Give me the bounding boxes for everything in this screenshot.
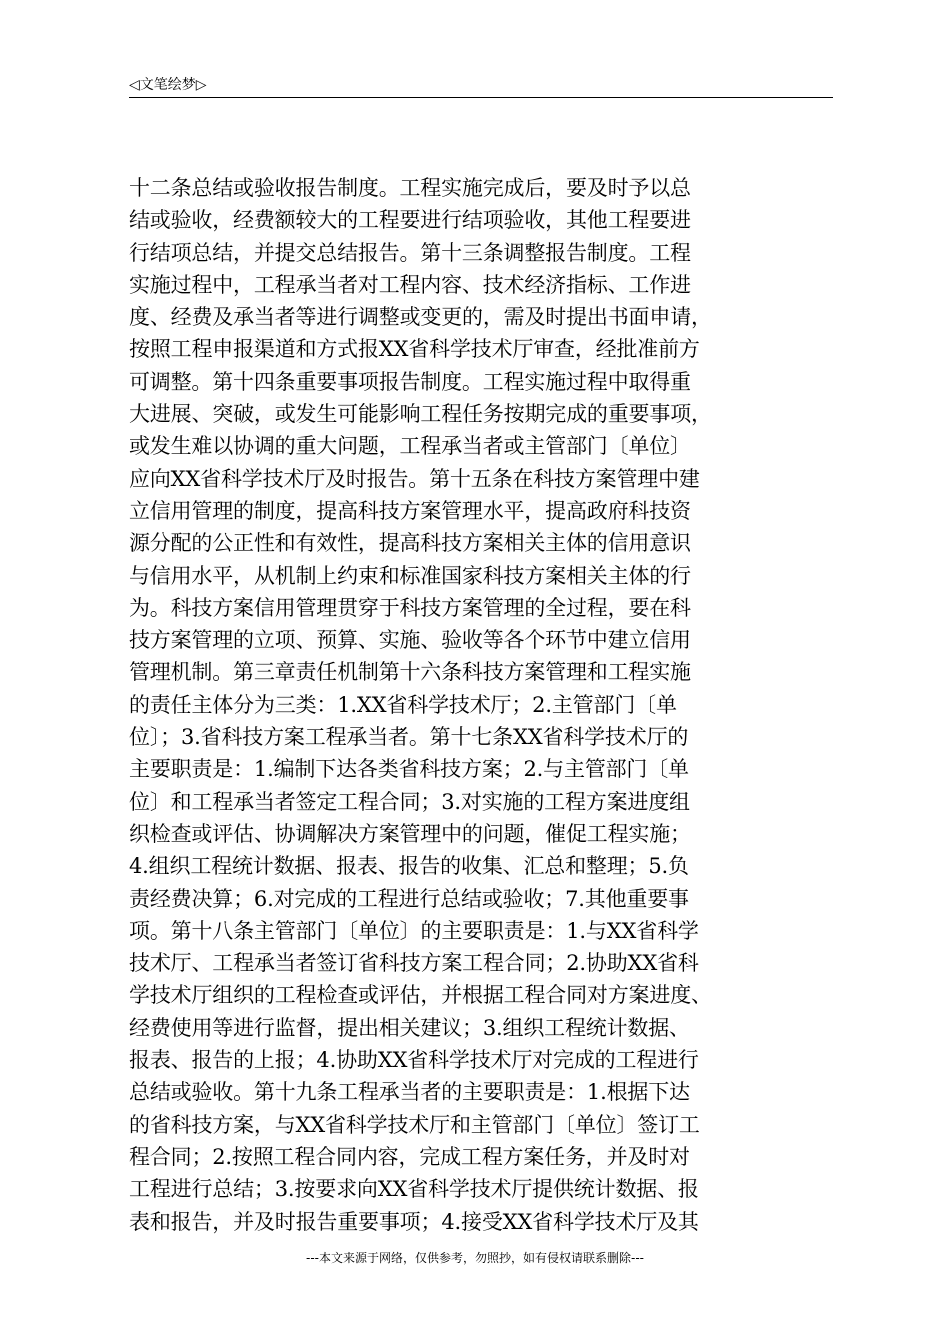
page-header — [129, 76, 833, 98]
text-line: 或发生难以协调的重大问题，工程承当者或主管部门〔单位〕 — [129, 434, 691, 459]
text-line: 按照工程申报渠道和方式报XX省科学技术厅审查，经批准前方 — [129, 337, 700, 362]
text-line: 管理机制。第三章责任机制第十六条科技方案管理和工程实施 — [129, 660, 691, 685]
text-line: 报表、报告的上报；4.协助XX省科学技术厅对完成的工程进行 — [129, 1048, 699, 1073]
text-line: 项。第十八条主管部门〔单位〕的主要职责是：1.与XX省科学 — [129, 918, 699, 943]
text-line: 与信用水平，从机制上约束和标准国家科技方案相关主体的行 — [129, 563, 691, 588]
text-line: 位〕和工程承当者签定工程合同；3.对实施的工程方案进度组 — [129, 789, 690, 814]
body-text — [129, 172, 839, 1238]
text-line: 技术厅、工程承当者签订省科技方案工程合同；2.协助XX省科 — [129, 951, 699, 976]
text-line: 结或验收，经费额较大的工程要进行结项验收，其他工程要进 — [129, 208, 691, 233]
text-line: 应向XX省科学技术厅及时报告。第十五条在科技方案管理中建 — [129, 466, 700, 491]
text-line: 立信用管理的制度，提高科技方案管理水平，提高政府科技资 — [129, 498, 691, 523]
text-line: 大进展、突破，或发生可能影响工程任务按期完成的重要事项， — [129, 402, 712, 427]
text-line: 源分配的公正性和有效性，提高科技方案相关主体的信用意识 — [129, 531, 691, 556]
text-line: 技方案管理的立项、预算、实施、验收等各个环节中建立信用 — [129, 628, 691, 653]
text-line: 的省科技方案，与XX省科学技术厅和主管部门〔单位〕签订工 — [129, 1112, 700, 1137]
text-line: 程合同；2.按照工程合同内容，完成工程方案任务，并及时对 — [129, 1144, 690, 1169]
text-line: 责经费决算；6.对完成的工程进行总结或验收；7.其他重要事 — [129, 886, 689, 911]
text-line: 十二条总结或验收报告制度。工程实施完成后，要及时予以总 — [129, 176, 691, 200]
text-line: 可调整。第十四条重要事项报告制度。工程实施过程中取得重 — [129, 369, 691, 394]
text-line: 行结项总结，并提交总结报告。第十三条调整报告制度。工程 — [129, 240, 691, 265]
text-line: 4.组织工程统计数据、报表、报告的收集、汇总和整理；5.负 — [129, 854, 689, 879]
text-line: 为。科技方案信用管理贯穿于科技方案管理的全过程，要在科 — [129, 595, 691, 620]
text-line: 织检查或评估、协调解决方案管理中的问题，催促工程实施； — [129, 821, 691, 846]
header-title: ◁文笔绘梦▷ — [129, 77, 207, 93]
text-line: 总结或验收。第十九条工程承当者的主要职责是：1.根据下达 — [129, 1080, 690, 1105]
text-line: 主要职责是：1.编制下达各类省科技方案；2.与主管部门〔单 — [129, 757, 689, 782]
text-line: 表和报告，并及时报告重要事项；4.接受XX省科学技术厅及其 — [129, 1209, 699, 1234]
page-footer — [0, 1250, 950, 1266]
footer-note: ---本文来源于网络，仅供参考，勿照抄，如有侵权请联系删除--- — [306, 1251, 644, 1265]
text-line: 工程进行总结；3.按要求向XX省科学技术厅提供统计数据、报 — [129, 1177, 699, 1202]
text-line: 度、经费及承当者等进行调整或变更的，需及时提出书面申请， — [129, 305, 712, 330]
text-line: 经费使用等进行监督，提出相关建议；3.组织工程统计数据、 — [129, 1015, 690, 1040]
text-line: 位〕；3.省科技方案工程承当者。第十七条XX省科学技术厅的 — [129, 725, 689, 750]
header-divider — [129, 97, 833, 98]
text-line: 实施过程中，工程承当者对工程内容、技术经济指标、工作进 — [129, 272, 691, 297]
text-line: 的责任主体分为三类：1.XX省科学技术厅；2.主管部门〔单 — [129, 692, 677, 717]
text-line: 学技术厅组织的工程检查或评估，并根据工程合同对方案进度、 — [129, 983, 712, 1008]
